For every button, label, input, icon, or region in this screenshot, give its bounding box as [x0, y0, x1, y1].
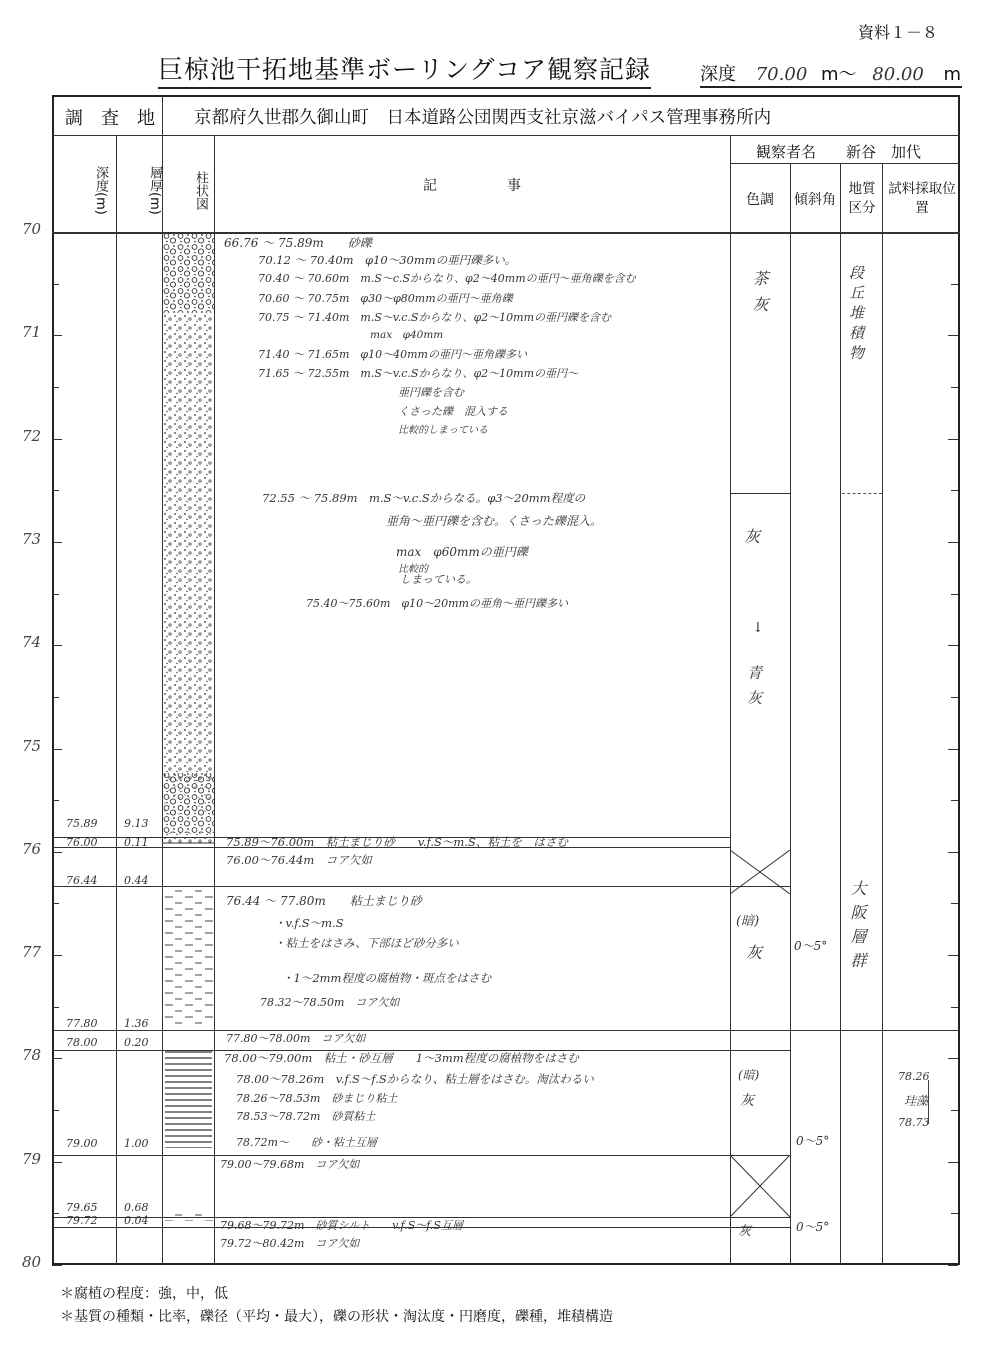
depth-entry: 79.65	[66, 1201, 98, 1214]
depth-tick-label: 80	[22, 1253, 42, 1271]
thickness-entry: 1.36	[124, 1017, 149, 1030]
note-line: 70.75 ～ 71.40m m.S～v.c.Sからなり、φ2～10mmの亜円礫を含む	[258, 311, 612, 324]
depth-range-label: 深度	[700, 64, 736, 85]
half-tick-mark	[52, 1110, 59, 1111]
note-line: ・粘土をはさみ、下部ほど砂分多い	[274, 936, 459, 950]
note-line: くさった礫 混入する	[398, 405, 508, 418]
note-line: 78.26～78.53m 砂まじり粘土	[236, 1092, 398, 1105]
thickness-entry: 0.68	[124, 1201, 149, 1214]
depth-entry: 76.00	[66, 836, 98, 849]
depth-tick-label: 79	[22, 1149, 42, 1168]
depth-tick-mark	[52, 542, 62, 543]
sample-top: 78.26	[898, 1070, 930, 1083]
col-divider-depth	[116, 135, 117, 1265]
depth-tick-mark	[52, 852, 62, 853]
header-sample: 試料採取位置	[888, 181, 956, 216]
color-tone-note: (暗)	[738, 1068, 760, 1082]
note-line: 79.00～79.68m コア欠如	[220, 1158, 360, 1171]
note-line: 76.00～76.44m コア欠如	[226, 853, 372, 867]
half-tick-mark	[951, 697, 958, 698]
note-line: 78.32～78.50m コア欠如	[260, 996, 400, 1009]
half-tick-mark	[951, 594, 958, 595]
header-thickness: 層厚(m)	[147, 165, 162, 215]
depth-tick-mark	[52, 232, 62, 233]
note-line: 70.40 ～ 70.60m m.S～c.Sからなり、φ2～40mmの亜円～亜角礫を含む	[258, 272, 636, 285]
depth-tick-mark	[948, 439, 958, 440]
color-tone-note: 灰	[744, 527, 761, 546]
depth-tick-mark	[52, 1058, 62, 1059]
depth-tick-mark	[948, 645, 958, 646]
note-line: 79.72～80.42m コア欠如	[220, 1237, 360, 1250]
note-line: 76.44 ～ 77.80m 粘土まじり砂	[226, 894, 422, 908]
unit-note-osaka-group: 大阪層群	[848, 880, 867, 976]
depth-tick-mark	[948, 852, 958, 853]
half-tick-mark	[951, 490, 958, 491]
depth-entry: 78.00	[66, 1036, 98, 1049]
half-tick-mark	[52, 903, 59, 904]
note-line: 71.40 ～ 71.65m φ10～40mmの亜円～亜角礫多い	[258, 348, 527, 361]
half-tick-mark	[951, 387, 958, 388]
layer-boundary-line	[52, 1155, 790, 1156]
note-line: ・1～2mm程度の腐植物・斑点をはさむ	[282, 971, 491, 985]
depth-tick-label: 78	[22, 1046, 42, 1065]
color-tone-note: (暗)	[736, 914, 760, 929]
observer-label: 観察者名	[756, 143, 817, 161]
note-line: 78.72m～ 砂・粘土互層	[236, 1136, 377, 1149]
color-boundary-line	[730, 493, 790, 494]
half-tick-mark	[951, 1110, 958, 1111]
depth-tick-mark	[52, 335, 62, 336]
half-tick-mark	[52, 1007, 59, 1008]
half-tick-mark	[951, 903, 958, 904]
layer-boundary-line	[52, 886, 790, 887]
depth-tick-label: 77	[22, 943, 42, 962]
dip-note-2: 0～5°	[796, 1134, 830, 1148]
note-line: 75.40～75.60m φ10～20mmの亜角～亜円礫多い	[306, 597, 568, 610]
note-line: 78.00～78.26m v.f.S～f.Sからなり、粘土層をはさむ。淘汰わるい	[236, 1072, 594, 1086]
note-line: しまっている。	[400, 573, 477, 586]
header-color: 色調	[746, 192, 774, 208]
depth-tick-label: 76	[22, 839, 42, 858]
site-value: 京都府久世郡久御山町 日本道路公団関西支社京滋バイパス管理事務所内	[194, 108, 772, 128]
half-tick-mark	[52, 594, 59, 595]
depth-tick-mark	[948, 335, 958, 336]
document-reference: 資料１－８	[858, 23, 939, 42]
note-line: ・v.f.S～m.S	[274, 916, 344, 930]
note-line: 亜円礫を含む	[398, 386, 464, 399]
depth-unit-2: m	[943, 64, 962, 85]
site-label: 調 査 地	[65, 108, 155, 129]
depth-tick-mark	[948, 232, 958, 233]
depth-tick-label: 72	[22, 426, 42, 445]
note-line: 72.55 ～ 75.89m m.S～v.c.Sからなる。φ3～20mm程度の	[262, 491, 586, 505]
note-line: 77.80～78.00m コア欠如	[226, 1032, 366, 1045]
color-tone-note: 灰	[738, 1224, 752, 1239]
dip-note-1: 0～5°	[794, 939, 828, 953]
footnote-matrix: ＊基質の種類・比率，礫径（平均・最大），礫の形状・淘汰度・円磨度，礫種，堆積構造	[60, 1309, 613, 1325]
depth-tick-mark	[948, 955, 958, 956]
note-line: 79.68～79.72m 砂質シルト v.f.S～f.S互層	[220, 1219, 463, 1232]
layer-boundary-line	[52, 1030, 960, 1031]
note-line: 亜角～亜円礫を含む。くさった礫混入。	[386, 514, 603, 528]
sample-bottom: 78.73	[898, 1116, 930, 1129]
depth-tick-label: 74	[22, 633, 42, 652]
header-depth: 深度(m)	[93, 165, 108, 215]
site-row-divider	[52, 135, 960, 136]
depth-tick-mark	[948, 1162, 958, 1163]
half-tick-mark	[52, 697, 59, 698]
depth-entry: 77.80	[66, 1017, 98, 1030]
half-tick-mark	[52, 490, 59, 491]
col-divider-dip	[840, 163, 841, 1265]
col-divider-notes	[730, 135, 731, 1265]
site-label-divider	[162, 95, 163, 135]
note-line: 78.00～79.00m 粘土・砂互層 1～3mm程度の腐植物をはさむ	[224, 1051, 579, 1065]
observer-row-divider	[730, 163, 960, 164]
note-line: max φ40mm	[370, 329, 444, 341]
thickness-entry: 0.11	[124, 836, 149, 849]
half-tick-mark	[52, 387, 59, 388]
depth-tick-mark	[948, 749, 958, 750]
note-line: 66.76 ～ 75.89m 砂礫	[224, 236, 372, 250]
half-tick-mark	[951, 800, 958, 801]
depth-to: 80.00	[872, 64, 924, 85]
col-divider-column	[214, 135, 215, 1265]
note-line: 78.53～78.72m 砂質粘土	[236, 1110, 376, 1123]
depth-tick-mark	[948, 542, 958, 543]
depth-tick-mark	[52, 645, 62, 646]
half-tick-mark	[52, 284, 59, 285]
depth-tick-label: 71	[22, 323, 42, 342]
depth-entry: 75.89	[66, 817, 98, 830]
depth-unit-1: m～	[821, 64, 857, 85]
note-line: 75.89～76.00m 粘土まじり砂 v.f.S～m.S、粘土を はさむ	[226, 835, 568, 849]
depth-tick-mark	[52, 439, 62, 440]
depth-range	[700, 60, 962, 88]
core-missing-mark-2	[730, 1155, 790, 1217]
depth-tick-mark	[52, 749, 62, 750]
half-tick-mark	[951, 1213, 958, 1214]
depth-tick-mark	[52, 1265, 62, 1266]
thickness-entry: 0.20	[124, 1036, 149, 1049]
depth-tick-mark	[948, 1058, 958, 1059]
depth-entry: 79.00	[66, 1137, 98, 1150]
depth-tick-mark	[52, 955, 62, 956]
note-line: 比較的	[398, 564, 428, 575]
note-line: 70.12 ～ 70.40m φ10～30mmの亜円礫多い。	[258, 253, 517, 267]
depth-entry: 79.72	[66, 1214, 98, 1227]
depth-tick-label: 73	[22, 529, 42, 548]
sample-label: 珪藻	[904, 1094, 929, 1108]
observer-name: 新谷 加代	[846, 143, 922, 161]
color-tone-note: 灰	[746, 943, 763, 962]
half-tick-mark	[951, 1007, 958, 1008]
half-tick-mark	[52, 800, 59, 801]
half-tick-mark	[951, 284, 958, 285]
depth-tick-label: 75	[22, 736, 42, 755]
note-line: max φ60mmの亜円礫	[396, 545, 528, 559]
color-tone-note: 灰	[740, 1093, 754, 1109]
color-tone-note: ↓	[752, 620, 764, 636]
footnote-humus: ＊腐植の程度：強，中，低	[60, 1286, 228, 1302]
core-missing-mark-1	[730, 850, 790, 894]
thickness-entry: 1.00	[124, 1137, 149, 1150]
note-line: 70.60 ～ 70.75m φ30～φ80mmの亜円～亜角礫	[258, 292, 513, 305]
page-title: 巨椋池干拓地基準ボーリングコア観察記録	[158, 50, 651, 89]
header-column: 柱状図	[193, 170, 208, 210]
boring-column-log	[163, 233, 214, 1265]
thickness-entry: 0.44	[124, 874, 149, 887]
unit-boundary-dashed	[842, 493, 882, 494]
depth-tick-mark	[948, 1265, 958, 1266]
depth-tick-label: 70	[22, 220, 42, 238]
depth-entry: 76.44	[66, 874, 98, 887]
thickness-entry: 0.04	[124, 1214, 149, 1227]
sample-range-bracket	[928, 1080, 929, 1124]
col-divider-unit	[882, 163, 883, 1265]
depth-from: 70.00	[755, 64, 808, 85]
col-divider-color	[790, 163, 791, 1265]
dip-note-3: 0～5°	[796, 1220, 830, 1234]
unit-note-terrace: 段丘堆積物	[847, 265, 865, 365]
note-line: 比較的しまっている	[398, 425, 488, 436]
thickness-entry: 9.13	[124, 817, 149, 830]
header-dip: 傾斜角	[794, 192, 836, 208]
half-tick-mark	[52, 1213, 59, 1214]
header-unit: 地質区分	[848, 181, 876, 216]
color-tone-note: 茶灰	[750, 270, 769, 322]
depth-tick-mark	[52, 1162, 62, 1163]
note-line: 71.65 ～ 72.55m m.S～v.c.Sからなり、φ2～10mmの亜円～	[258, 367, 579, 380]
header-notes: 記 事	[423, 178, 521, 194]
color-tone-note: 青灰	[745, 665, 763, 715]
